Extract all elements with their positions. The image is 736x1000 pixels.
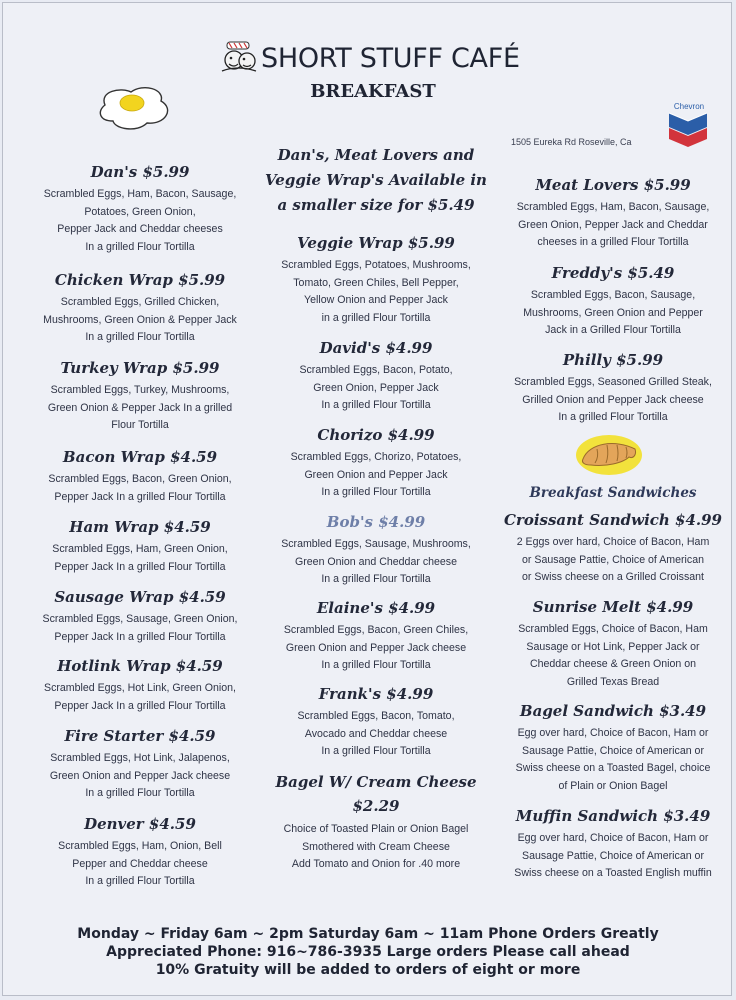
menu-item-name: Chorizo $4.99 [317,426,435,444]
menu-item [25,357,255,435]
brand-logo-text: Chevron [673,102,705,111]
menu-item-name: Hotlink Wrap $4.59 [57,657,223,675]
menu-item-description: Scrambled Eggs, Potatoes, Mushrooms, Tomato, Green Chiles, Bell Pepper, Yellow Onion and Pepper Jack in a grilled Flour Tortilla [281,259,471,324]
menu-item-description: Scrambled Eggs, Choice of Bacon, Ham Sausage or Hot Link, Pepper Jack or Cheddar cheese & Green Onion on Grilled Texas Bread [518,623,708,688]
menu-item [265,683,487,761]
menu-item-name: Bagel Sandwich $3.49 [519,702,707,720]
menu-item-name: Muffin Sandwich $3.49 [515,807,711,825]
menu-item-description: Scrambled Eggs, Sausage, Mushrooms, Green Onion and Cheddar cheese In a grilled Flour Tortilla [281,538,471,586]
menu-item-description: Scrambled Eggs, Hot Link, Green Onion, Pepper Jack In a grilled Flour Tortilla [44,682,236,712]
menu-item-name: Bob's $4.99 [326,513,426,531]
menu-item-description: Scrambled Eggs, Ham, Onion, Bell Pepper and Cheddar cheese In a grilled Flour Tortilla [58,840,222,888]
menu-item [25,813,255,891]
address: 1505 Eureka Rd Roseville, Ca [511,137,632,147]
menu-item-name: Frank's $4.99 [318,685,434,703]
menu-item-name: Philly $5.99 [562,351,664,369]
cafe-name: SHORT STUFF CAFÉ [261,43,520,74]
menu-item-name: Bacon Wrap $4.59 [62,448,218,466]
breakfast-sandwiches-heading: Breakfast Sandwiches [529,485,697,501]
menu-item-name: Turkey Wrap $5.99 [60,359,220,377]
menu-item-name: Chicken Wrap $5.99 [54,271,226,289]
page-title: BREAKFAST [310,81,436,102]
menu-item-description: Scrambled Eggs, Ham, Bacon, Sausage, Green Onion, Pepper Jack and Cheddar cheeses in a grilled Flour Tortilla [516,201,710,249]
menu-item-description: Scrambled Eggs, Bacon, Green Chiles, Green Onion and Pepper Jack cheese In a grilled Flour Tortilla [283,624,469,672]
size-note [265,143,487,218]
menu-item [265,770,487,874]
menu-item-description: Scrambled Eggs, Ham, Bacon, Sausage, Potatoes, Green Onion, Pepper Jack and Cheddar cheeses In a grilled Flour Tortilla [43,188,237,253]
menu-item-name: Freddy's $5.49 [551,264,675,282]
menu-item [25,446,255,506]
menu-item-description: Scrambled Eggs, Ham, Green Onion, Pepper Jack In a grilled Flour Tortilla [52,543,228,573]
menu-item-description: Egg over hard, Choice of Bacon, Ham or Sausage Pattie, Choice of American or Swiss cheese on a Toasted English muffin [514,832,712,880]
chef-logo-icon [217,41,261,75]
menu-item [25,725,255,803]
menu-item-name: Denver $4.59 [84,815,196,833]
menu-item [265,337,487,415]
menu-item-description: Scrambled Eggs, Bacon, Tomato, Avocado and Cheddar cheese In a grilled Flour Tortilla [297,710,455,758]
menu-item [503,262,723,340]
menu-item-name: Fire Starter $4.59 [64,727,216,745]
menu-item-description: Scrambled Eggs, Seasoned Grilled Steak, Grilled Onion and Pepper Jack cheese In a grilled Flour Tortilla [514,376,712,424]
footer-hours-info: Monday ~ Friday 6am ~ 2pm Saturday 6am ~ 11am Phone Orders Greatly Appreciated Phone: 916~786-3935 Large orders Please call ahead 10% Gratuity will be added to orders of eight or more [77,926,659,978]
section-heading [503,485,723,501]
menu-item [503,349,723,427]
menu-item [25,269,255,347]
menu-item-name: Ham Wrap $4.59 [69,518,211,536]
menu-item [503,700,723,795]
menu-item-description: Scrambled Eggs, Grilled Chicken, Mushrooms, Green Onion & Pepper Jack In a grilled Flour Tortilla [43,296,237,344]
smaller-size-note: Dan's, Meat Lovers and Veggie Wrap's Available in a smaller size for $5.49 [265,146,487,214]
menu-item [503,596,723,691]
menu-item-name: Meat Lovers $5.99 [535,176,691,194]
menu-item [265,511,487,589]
menu-item [265,597,487,675]
menu-item [25,655,255,715]
menu-item [503,509,723,587]
chevron-logo-icon [665,101,711,147]
menu-item [503,805,723,883]
menu-item-name: Dan's $5.99 [90,163,190,181]
menu-item-description: Scrambled Eggs, Bacon, Sausage, Mushrooms, Green Onion and Pepper Jack in a Grilled Flour Tortilla [523,289,703,337]
fried-egg-icon [95,83,175,133]
menu-item-description: Scrambled Eggs, Chorizo, Potatoes, Green Onion and Pepper Jack In a grilled Flour Tortilla [290,451,462,499]
menu-item [25,516,255,576]
menu-item-description: Scrambled Eggs, Bacon, Green Onion, Pepper Jack In a grilled Flour Tortilla [48,473,232,503]
menu-item [25,586,255,646]
menu-item-name: Elaine's $4.99 [316,599,436,617]
menu-page [2,2,732,996]
menu-item [503,174,723,252]
menu-item-name: Sunrise Melt $4.99 [532,598,694,616]
menu-item-name: Bagel W/ Cream Cheese $2.29 [275,773,477,815]
menu-item-name: Veggie Wrap $5.99 [297,234,455,252]
menu-item-name: David's $4.99 [319,339,433,357]
menu-item-name: Croissant Sandwich $4.99 [504,511,722,529]
menu-item [265,424,487,502]
menu-item-description: Choice of Toasted Plain or Onion Bagel Smothered with Cream Cheese Add Tomato and Onion for .40 more [283,823,469,871]
menu-item-name: Sausage Wrap $4.59 [54,588,226,606]
menu-item [265,232,487,327]
menu-item-description: Scrambled Eggs, Sausage, Green Onion, Pepper Jack In a grilled Flour Tortilla [42,613,238,643]
menu-item [25,161,255,256]
croissant-icon [575,433,645,477]
menu-item-description: Scrambled Eggs, Bacon, Potato, Green Onion, Pepper Jack In a grilled Flour Tortilla [299,364,453,412]
menu-item-description: Egg over hard, Choice of Bacon, Ham or Sausage Pattie, Choice of American or Swiss cheese on a Toasted Bagel, choice of Plain or Onion Bagel [515,727,711,792]
menu-item-description: Scrambled Eggs, Hot Link, Jalapenos, Green Onion and Pepper Jack cheese In a grilled Flour Tortilla [49,752,231,800]
menu-item-description: Scrambled Eggs, Turkey, Mushrooms, Green Onion & Pepper Jack In a grilled Flour Tortilla [47,384,233,432]
menu-item-description: 2 Eggs over hard, Choice of Bacon, Ham or Sausage Pattie, Choice of American or Swiss cheese on a Grilled Croissant [516,536,710,584]
